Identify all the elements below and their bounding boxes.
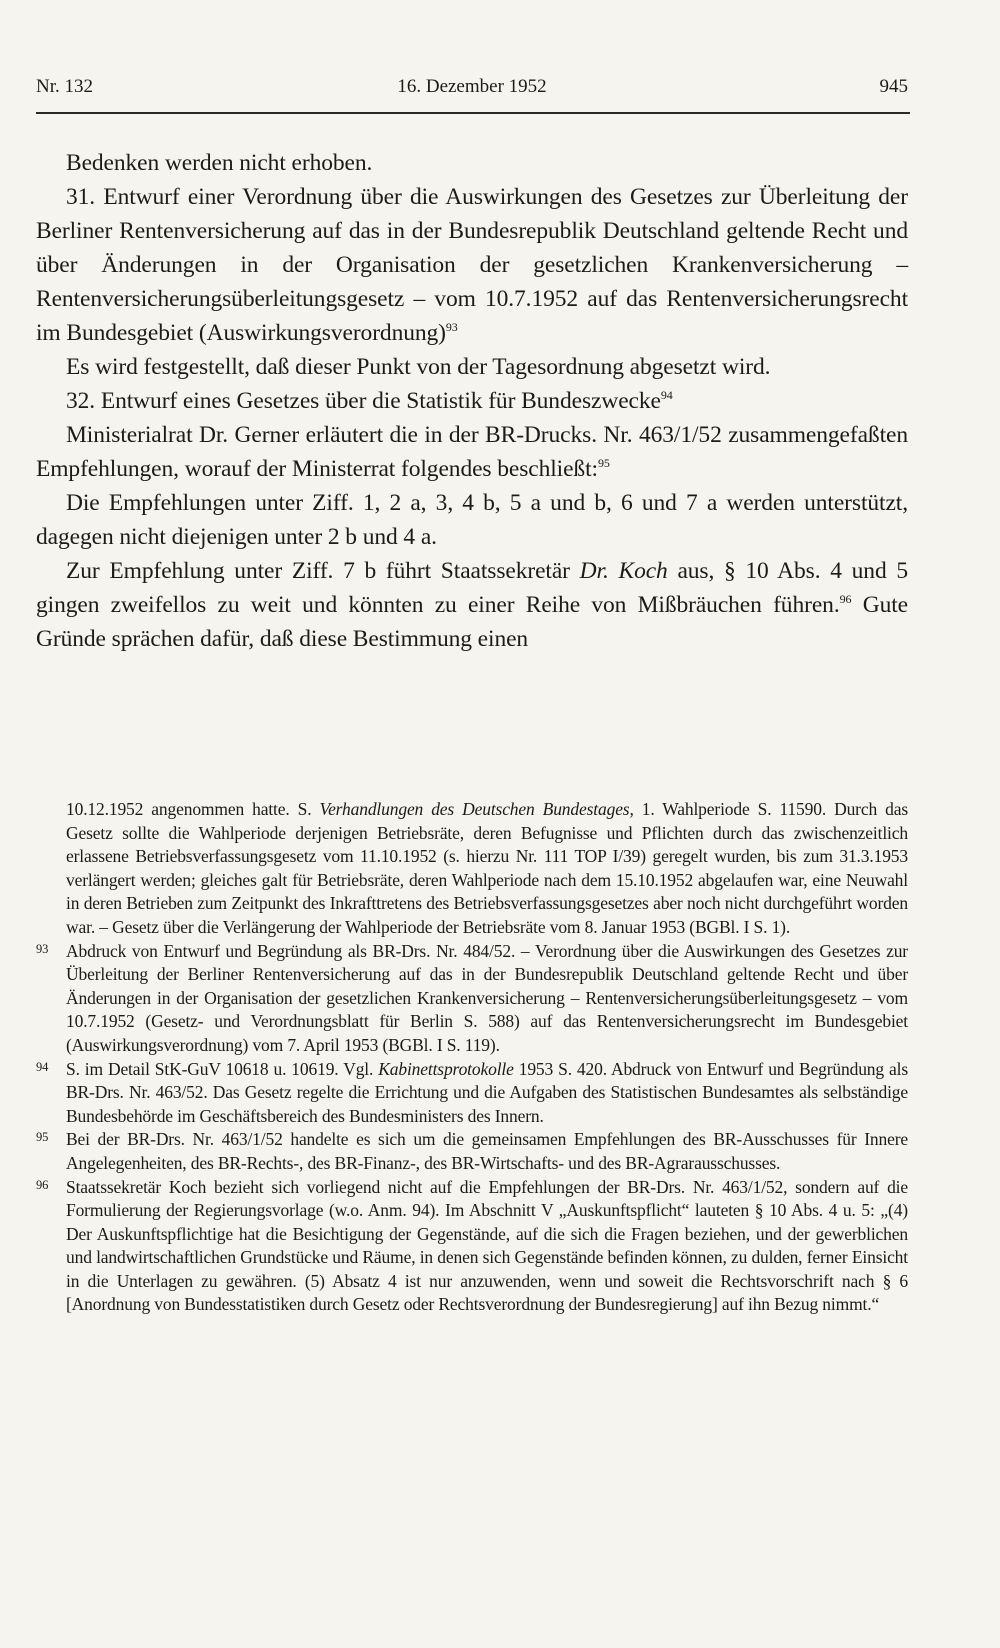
footnote-93 <box>36 940 908 1058</box>
paragraph: Es wird festgestellt, daß dieser Punkt von der Tagesordnung abgesetzt wird. <box>66 354 771 380</box>
publication-title: Verhandlungen des Deutschen Bundestages, <box>319 799 634 819</box>
footnote-text: 1. Wahlperiode S. 11590. Durch das Gesetz sollte die Wahlperiode derjenigen Betriebsräte, deren Befugnisse und Pflichten durch das zwischenzeitlich erlassene Betriebsverfassungsgesetz vom 11.10.1952 (s. hierzu Nr. 111 TOP I/39) geregelt wurden, bis zum 31.3.1953 verlängert werden; gleiches galt für Betriebsräte, deren Wahlperiode nach dem 15.10.1952 abgelaufen war, eine Neuwahl in deren Betrieben zum Zeitpunkt des Inkrafttretens des Betriebsverfassungsgesetzes aber noch nicht durchgeführt worden war. – Gesetz über die Verlängerung der Wahlperiode der Betriebsräte vom 8. Januar 1953 (BGBl. I S. 1). <box>66 799 908 937</box>
footnote-text: 1953 S. 420. Abdruck von Entwurf und Begründung als BR-Drs. Nr. 463/52. Das Gesetz regelte die Errichtung und die Aufgaben des Statistischen Bundesamtes als selbständige Bundesbehörde im Geschäftsbereich des Bundesministers des Innern. <box>66 1058 908 1126</box>
main-text <box>36 146 908 656</box>
paragraph-text: Zur Empfehlung unter Ziff. 7 b führt Staatssekretär <box>66 558 580 584</box>
running-header <box>36 76 908 102</box>
footnote-text: Bei der BR-Drs. Nr. 463/1/52 handelte es sich um die gemeinsamen Empfehlungen des BR-Ausschusses für Innere Angelegenheiten, des BR-Rechts-, des BR-Finanz-, des BR-Wirtschafts- und des BR-Agrarausschusses. <box>66 1129 908 1173</box>
paragraph: Die Empfehlungen unter Ziff. 1, 2 a, 3, 4 b, 5 a und b, 6 und 7 a werden unterstützt, dagegen nicht diejenigen unter 2 b und 4 a. <box>36 490 908 550</box>
person-name: Dr. Koch <box>579 558 668 584</box>
footnote-text: Staatssekretär Koch bezieht sich vorliegend nicht auf die Empfehlungen der BR-Drs. Nr. 463/1/52, sondern auf die Formulierung der Regierungsvorlage (w.o. Anm. 94). Im Abschnitt V „Auskunftspflicht“ lauteten § 10 Abs. 4 u. 5: „(4) Der Auskunftspflichtige hat die Besichtigung der Gegenstände, auf die sich die Fragen beziehen, und der gewerblichen und landwirtschaftlichen Grundstücke und Räume, in denen sich Gegenstände befinden können, zu dulden, ferner Einsicht in die Unterlagen zu gewähren. (5) Absatz 4 ist nur anzuwenden, wenn und soweit die Rechtsvorschrift nach § 6 [Anordnung von Bundesstatistiken durch Gesetz oder Rechtsverordnung der Bundesregierung] auf ihn Bezug nimmt.“ <box>66 1176 908 1315</box>
publication-title: Kabinettsprotokolle <box>378 1058 514 1079</box>
paragraph-text: Ministerialrat Dr. Gerner erläutert die in der BR-Drucks. Nr. 463/1/52 zusammengefaßten Empfehlungen, worauf der Ministerrat folgendes beschließt: <box>36 422 908 482</box>
footnote-text: Abdruck von Entwurf und Begründung als BR-Drs. Nr. 484/52. – Verordnung über die Auswirkungen des Gesetzes zur Überleitung der Berliner Rentenversicherung auf das in der Bundesrepublik Deutschland geltende Recht und über Änderungen in der Organisation der gesetzlichen Krankenversicherung – Rentenversicherungsüberleitungsgesetz – vom 10.7.1952 (Gesetz- und Verordnungsblatt für Berlin S. 588) auf das Rentenversicherungsrecht im Bundesgebiet (Auswirkungsverordnung) vom 7. April 1953 (BGBl. I S. 119). <box>66 940 908 1055</box>
footnote-text: 10.12.1952 angenommen hatte. S. <box>66 799 320 819</box>
footnote-number: 94 <box>36 1059 49 1074</box>
footnote-ref[interactable]: 95 <box>597 456 610 470</box>
footnotes <box>36 798 908 1317</box>
header-rule <box>36 112 910 114</box>
agenda-item-31 <box>36 180 908 350</box>
footnote-number: 95 <box>36 1130 49 1145</box>
footnote-number: 93 <box>36 941 49 956</box>
footnote-ref[interactable]: 96 <box>839 592 852 606</box>
document-number: Nr. 132 <box>36 76 93 97</box>
footnote-continuation <box>36 798 908 940</box>
agenda-item-title: 32. Entwurf eines Gesetzes über die Statistik für Bundeszwecke <box>66 388 661 414</box>
page-number: 945 <box>879 76 908 97</box>
paragraph <box>36 418 908 486</box>
agenda-item-32 <box>36 384 908 418</box>
footnote-ref[interactable]: 94 <box>660 388 673 402</box>
footnote-94 <box>36 1058 908 1129</box>
header-date: 16. Dezember 1952 <box>397 76 547 97</box>
footnote-number: 96 <box>36 1177 49 1192</box>
paragraph: Bedenken werden nicht erhoben. <box>66 150 373 176</box>
agenda-item-title: 31. Entwurf einer Verordnung über die Auswirkungen des Gesetzes zur Überleitung der Berliner Rentenversicherung auf das in der Bundesrepublik Deutschland geltende Recht und über Änderungen in der Organisation der gesetzlichen Krankenversicherung – Rentenversicherungsüberleitungsgesetz – vom 10.7.1952 auf das Rentenversicherungsrecht im Bundesgebiet (Auswirkungsverordnung) <box>36 184 908 346</box>
footnote-95 <box>36 1128 908 1175</box>
paragraph-text: aus, § 10 Abs. 4 und 5 gingen zweifellos zu weit und könnten zu einer Reihe von Mißbräuchen führen. <box>36 558 908 618</box>
footnote-text: S. im Detail StK-GuV 10618 u. 10619. Vgl. <box>66 1058 379 1079</box>
footnote-ref[interactable]: 93 <box>445 320 458 334</box>
paragraph-text: Gute Gründe sprächen dafür, daß diese Bestimmung einen <box>36 592 908 652</box>
paragraph <box>36 554 908 656</box>
footnote-96 <box>36 1176 908 1318</box>
